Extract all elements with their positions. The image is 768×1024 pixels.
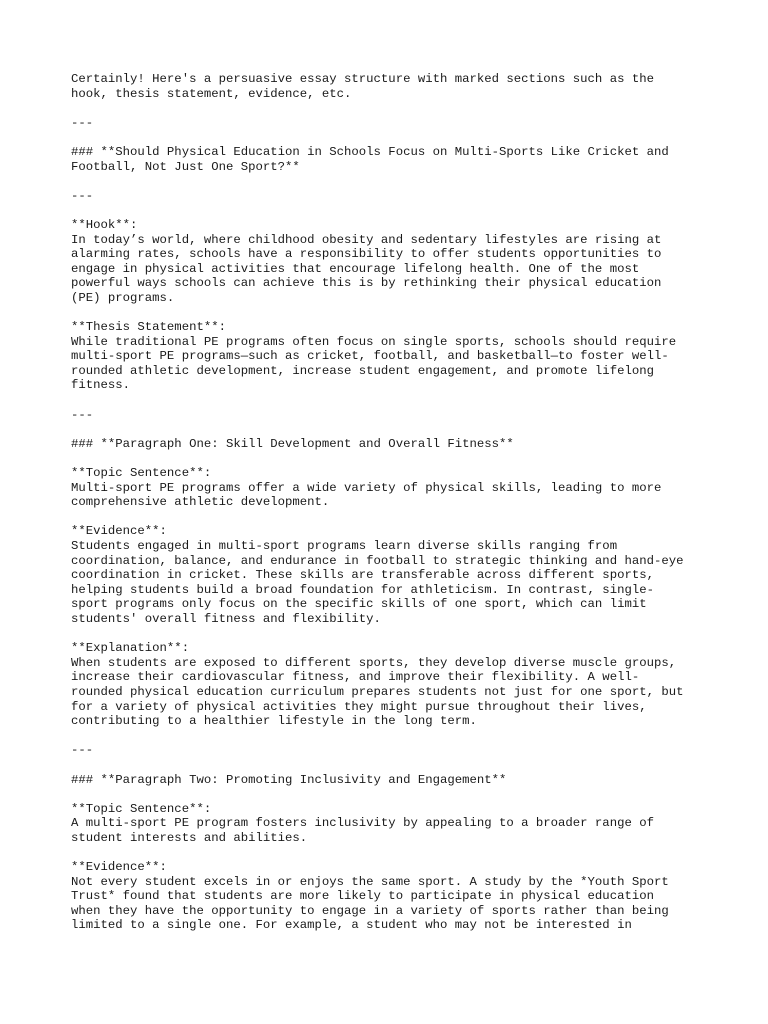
- text-line: ---: [71, 188, 94, 203]
- blank-line: [71, 130, 708, 145]
- text-line: When students are exposed to different sports, they develop diverse muscle groups,: [71, 655, 677, 670]
- text-line: ### **Should Physical Education in Schools Focus on Multi-Sports Like Cricket and: [71, 144, 669, 159]
- text-line: ---: [71, 407, 94, 422]
- text-line: student interests and abilities.: [71, 830, 308, 845]
- text-line: contributing to a healthier lifestyle in the long term.: [71, 714, 477, 729]
- text-line: coordination in cricket. These skills are transferable across different sports,: [71, 568, 654, 583]
- text-line: Football, Not Just One Sport?**: [71, 159, 300, 174]
- text-line: **Topic Sentence**:: [71, 466, 212, 481]
- text-line: helping students build a broad foundation for athleticism. In contrast, single-: [71, 582, 654, 597]
- text-line: (PE) programs.: [71, 290, 175, 305]
- blank-line: [71, 845, 708, 860]
- text-line: increase their cardiovascular fitness, and improve their flexibility. A well-: [71, 670, 640, 685]
- text-line: A multi-sport PE program fosters inclusivity by appealing to a broader range of: [71, 816, 654, 831]
- text-line: **Thesis Statement**:: [71, 320, 226, 335]
- text-line: rounded athletic development, increase student engagement, and promote lifelong: [71, 363, 654, 378]
- text-line: limited to a single one. For example, a student who may not be interested in: [71, 918, 632, 933]
- blank-line: [71, 729, 708, 744]
- blank-line: [71, 451, 708, 466]
- blank-line: [71, 101, 708, 116]
- blank-line: [71, 787, 708, 802]
- text-line: rounded physical education curriculum prepares students not just for one sport, but: [71, 684, 684, 699]
- blank-line: [71, 422, 708, 437]
- text-line: Multi-sport PE programs offer a wide variety of physical skills, leading to more: [71, 480, 662, 495]
- text-line: ### **Paragraph Two: Promoting Inclusivity and Engagement**: [71, 772, 507, 787]
- text-line: alarming rates, schools have a responsibility to offer students opportunities to: [71, 247, 662, 262]
- text-line: While traditional PE programs often focus on single sports, schools should require: [71, 334, 677, 349]
- text-line: **Evidence**:: [71, 860, 167, 875]
- text-line: In today’s world, where childhood obesity and sedentary lifestyles are rising at: [71, 232, 662, 247]
- blank-line: [71, 627, 708, 642]
- text-line: Certainly! Here's a persuasive essay structure with marked sections such as the: [71, 72, 654, 86]
- text-line: Students engaged in multi-sport programs learn diverse skills ranging from: [71, 539, 618, 553]
- blank-line: [71, 758, 708, 773]
- text-line: for a variety of physical activities they might pursue throughout their lives,: [71, 699, 647, 714]
- text-line: ---: [71, 115, 94, 130]
- text-line: **Topic Sentence**:: [71, 801, 212, 816]
- text-line: hook, thesis statement, evidence, etc.: [71, 86, 352, 101]
- text-line: sport programs only focus on the specific skills of one sport, which can limit: [71, 597, 647, 612]
- text-line: **Hook**:: [71, 217, 138, 232]
- text-line: ### **Paragraph One: Skill Development and Overall Fitness**: [71, 436, 514, 451]
- text-line: fitness.: [71, 378, 131, 393]
- text-line: Trust* found that students are more likely to participate in physical education: [71, 889, 654, 904]
- text-line: coordination, balance, and endurance in football to strategic thinking and hand-eye: [71, 553, 684, 568]
- text-line: students' overall fitness and flexibility.: [71, 611, 381, 626]
- text-line: comprehensive athletic development.: [71, 495, 330, 510]
- text-line: powerful ways schools can achieve this is by rethinking their physical education: [71, 276, 662, 291]
- blank-line: [71, 306, 708, 321]
- blank-line: [71, 203, 708, 218]
- text-line: ---: [71, 743, 94, 758]
- blank-line: [71, 174, 708, 189]
- text-line: **Evidence**:: [71, 524, 167, 539]
- text-line: multi-sport PE programs—such as cricket, football, and basketball—to foster well-: [71, 349, 669, 364]
- blank-line: [71, 510, 708, 525]
- text-line: Not every student excels in or enjoys the same sport. A study by the *Youth Sport: [71, 874, 669, 889]
- text-line: engage in physical activities that encourage lifelong health. One of the most: [71, 261, 640, 276]
- text-line: when they have the opportunity to engage in a variety of sports rather than being: [71, 903, 669, 918]
- text-line: **Explanation**:: [71, 641, 190, 656]
- blank-line: [71, 393, 708, 408]
